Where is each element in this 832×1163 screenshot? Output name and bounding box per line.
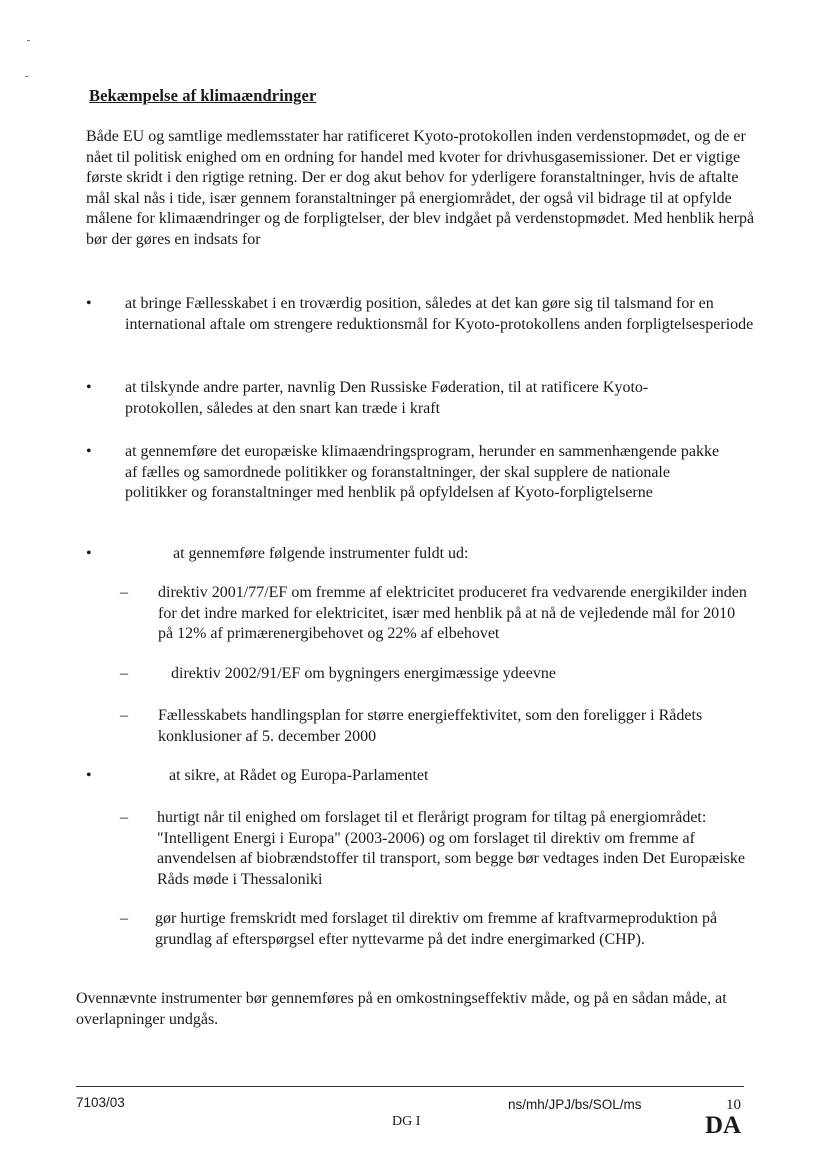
scan-speck: [25, 76, 28, 77]
bullet-icon: •: [86, 545, 92, 562]
intro-paragraph: Både EU og samtlige medlemsstater har ratificeret Kyoto-protokollen inden verdenstopmødet, og de er nået til politisk enighed om en ordning for handel med kvoter for drivhusgasemissioner. Det er vigtige første skridt i den rigtige retning. Der er dog akut behov for yderligere foranstaltninger, hvis de aftalte mål skal nås i tide, især gennem foranstaltninger på energiområdet, der også vil bidrage til at opfylde målene for klimaændringer og de forpligtelser, der blev indgået på verdenstopmødet. Med henblik herpå bør der gøres en indsats for: [86, 128, 755, 248]
bullet-text: at gennemføre følgende instrumenter fuldt ud:: [173, 545, 469, 562]
bullet-icon: •: [86, 379, 92, 396]
dash-icon: –: [120, 809, 128, 826]
dash-text: direktiv 2002/91/EF om bygningers energimæssige ydeevne: [171, 665, 556, 682]
reference-code: ns/mh/JPJ/bs/SOL/ms: [508, 1097, 642, 1112]
footer-divider: [76, 1086, 744, 1087]
bullet-icon: •: [86, 295, 92, 312]
dash-text: hurtigt når til enighed om forslaget til et flerårigt program for tiltag på energiområdet: "Intelligent Energi i Europa" (2003-2006) og om forslaget til direktiv om fremme af anvendelsen af biobrændstoffer til transport, som begge bør vedtages inden Det Europæiske Råds møde i Thessaloniki: [157, 809, 746, 888]
bullet-icon: •: [86, 767, 92, 784]
dash-text: gør hurtige fremskridt med forslaget til direktiv om fremme af kraftvarmeproduktion på grundlag af efterspørgsel efter nyttevarme på det indre energimarked (CHP).: [155, 910, 718, 948]
department-code: DG I: [392, 1114, 421, 1129]
language-code: DA: [705, 1112, 742, 1139]
scan-speck: [27, 40, 30, 41]
dash-icon: –: [120, 707, 128, 724]
bullet-text: at gennemføre det europæiske klimaændringsprogram, herunder en sammenhængende pakke af fælles og samordnede politikker og foranstaltninger, der skal supplere de nationale politikker og foranstaltninger med henblik på opfyldelsen af Kyoto-forpligtelserne: [125, 443, 720, 501]
document-number: 7103/03: [76, 1095, 125, 1110]
dash-text: direktiv 2001/77/EF om fremme af elektricitet produceret fra vedvarende energikilder inden for det indre marked for elektricitet, især med henblik på at nå de vejledende mål for 2010 på 12% af primærenergibehovet og 22% af elbehovet: [158, 584, 747, 642]
bullet-text: at bringe Fællesskabet i en troværdig position, således at det kan gøre sig til talsmand for en international aftale om strengere reduktionsmål for Kyoto-protokollens anden forpligtelsesperiode: [125, 295, 754, 333]
page-number: 10: [726, 1097, 741, 1113]
dash-text: Fællesskabets handlingsplan for større energieffektivitet, som den foreligger i Rådets konklusioner af 5. december 2000: [158, 707, 703, 745]
closing-paragraph: Ovennævnte instrumenter bør gennemføres på en omkostningseffektiv måde, og på en sådan måde, at overlapninger undgås.: [76, 990, 727, 1028]
dash-icon: –: [120, 910, 128, 927]
dash-icon: –: [120, 665, 128, 682]
bullet-text: at tilskynde andre parter, navnlig Den Russiske Føderation, til at ratificere Kyoto-protokollen, således at den snart kan træde i kraft: [125, 379, 649, 417]
bullet-icon: •: [86, 443, 92, 460]
dash-icon: –: [120, 584, 128, 601]
bullet-text: at sikre, at Rådet og Europa-Parlamentet: [169, 767, 429, 784]
section-heading: Bekæmpelse af klimaændringer: [89, 86, 317, 105]
